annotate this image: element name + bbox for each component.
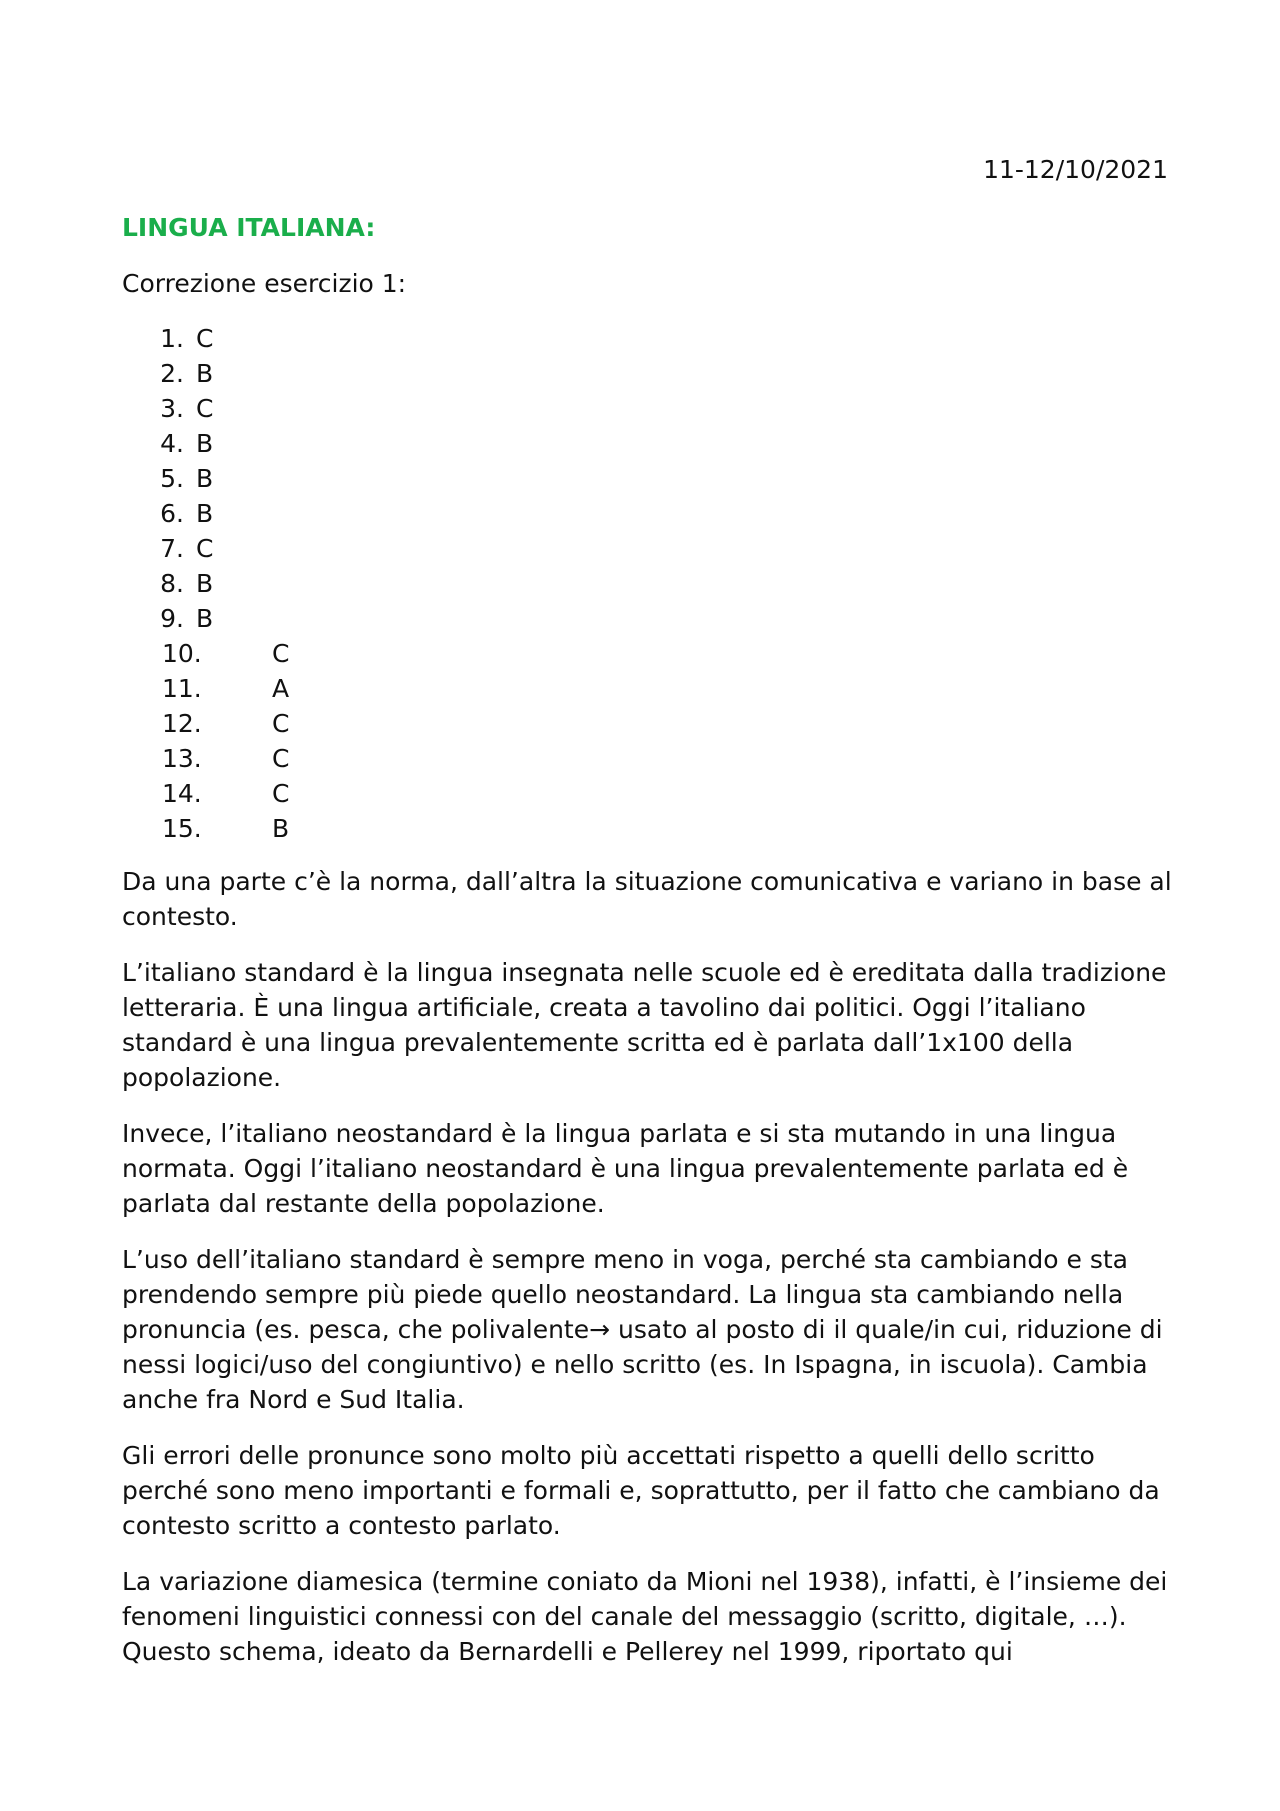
answer-number: 14. [162,779,202,808]
answer-value: B [196,499,214,528]
section-title: LINGUA ITALIANA: [122,213,376,242]
answer-number: 6. [160,499,184,528]
answer-item [122,321,1172,356]
answer-number: 11. [162,674,202,703]
answer-number: 5. [160,464,184,493]
paragraph: Invece, l’italiano neostandard è la lingua parlata e si sta mutando in una lingua normata. Oggi l’italiano neostandard è una lingua prevalentemente parlata ed è parlata dal restante della popolazione. [122,1119,1129,1218]
answer-number: 8. [160,569,184,598]
answer-number: 13. [162,744,202,773]
answer-number: 1. [160,324,184,353]
answer-item [122,531,1172,566]
answer-value: B [272,814,290,843]
answer-value: C [272,639,290,668]
answer-item [122,636,1172,671]
answer-value: B [196,359,214,388]
answer-number: 15. [162,814,202,843]
paragraph: L’italiano standard è la lingua insegnata nelle scuole ed è ereditata dalla tradizione letteraria. È una lingua artificiale, creata a tavolino dai politici. Oggi l’italiano standard è una lingua prevalentemente scritta ed è parlata dall’1x100 della popolazione. [122,958,1167,1092]
answer-value: B [196,569,214,598]
answer-item [122,741,1172,776]
answer-item [122,706,1172,741]
answer-item [122,496,1172,531]
answer-item [122,391,1172,426]
answer-item [122,671,1172,706]
answer-number: 10. [162,639,202,668]
answer-value: C [272,744,290,773]
document-date: 11-12/10/2021 [983,155,1168,184]
answer-number: 4. [160,429,184,458]
answer-value: C [272,709,290,738]
document-content [122,210,1172,1690]
answer-number: 7. [160,534,184,563]
paragraph: Da una parte c’è la norma, dall’altra la situazione comunicativa e variano in base al contesto. [122,867,1172,931]
answer-number: 2. [160,359,184,388]
answer-value: A [272,674,290,703]
answer-number: 12. [162,709,202,738]
answer-value: B [196,604,214,633]
answer-value: C [196,534,214,563]
answer-value: B [196,429,214,458]
answer-value: B [196,464,214,493]
answer-item [122,601,1172,636]
answer-number: 3. [160,394,184,423]
answer-value: C [196,394,214,423]
answer-item [122,776,1172,811]
answer-list [122,321,1172,846]
answer-item [122,461,1172,496]
exercise-correction-label: Correzione esercizio 1: [122,269,407,298]
answer-item [122,566,1172,601]
body-text [122,864,1172,1669]
paragraph: L’uso dell’italiano standard è sempre meno in voga, perché sta cambiando e sta prendendo sempre più piede quello neostandard. La lingua sta cambiando nella pronuncia (es. pesca, che polivalente→ usato al posto di il quale/in cui, riduzione di nessi logici/uso del congiuntivo) e nello scritto (es. In Ispagna, in iscuola). Cambia anche fra Nord e Sud Italia. [122,1245,1163,1414]
answer-value: C [272,779,290,808]
answer-item [122,426,1172,461]
answer-item [122,356,1172,391]
paragraph: La variazione diamesica (termine coniato da Mioni nel 1938), infatti, è l’insieme dei fenomeni linguistici connessi con del canale del messaggio (scritto, digitale, …). Questo schema, ideato da Bernardelli e Pellerey nel 1999, riportato qui [122,1567,1168,1666]
answer-number: 9. [160,604,184,633]
paragraph: Gli errori delle pronunce sono molto più accettati rispetto a quelli dello scritto perché sono meno importanti e formali e, soprattutto, per il fatto che cambiano da contesto scritto a contesto parlato. [122,1441,1160,1540]
answer-item [122,811,1172,846]
answer-value: C [196,324,214,353]
